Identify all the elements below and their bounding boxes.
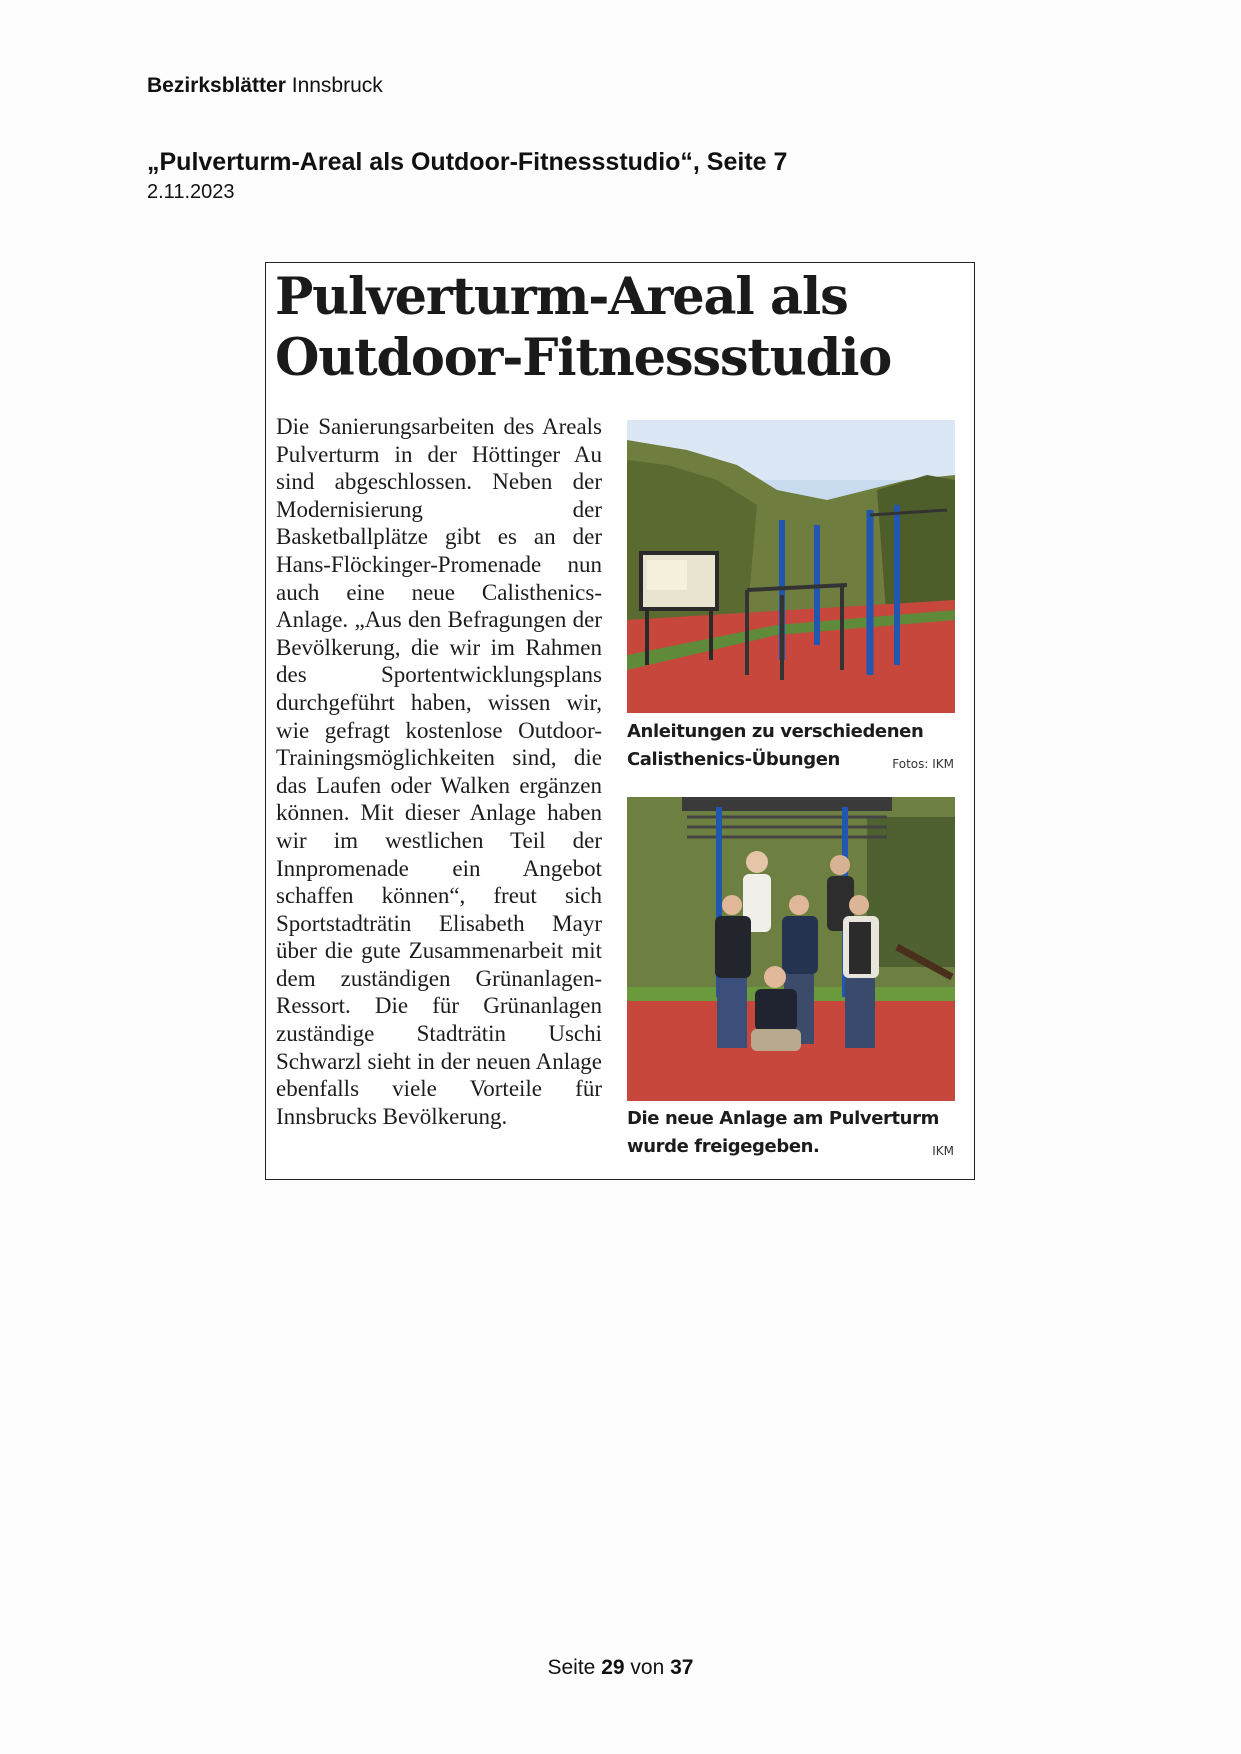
clipping-date: 2.11.2023 (147, 181, 235, 203)
headline-line-1: Pulverturm-Areal als (275, 267, 848, 327)
photo-2-caption (627, 1105, 955, 1161)
page-number (0, 1656, 1241, 1680)
publisher-name: Bezirksblätter (147, 74, 286, 97)
page-number-middle: von (630, 1656, 665, 1679)
calisthenics-bars-photo (627, 420, 955, 713)
article-body: Die Sanierungsarbeiten des Areals Pulverturm in der Höttinger Au sind abgeschlossen. Neben der Modernisierung der Basketballplätze gibt es an der Hans-Flöckinger-Promenade nun auch eine neue Calisthenics-Anlage. „Aus den Befragungen der Bevölkerung, die wir im Rahmen des Sportentwicklungsplans durchgeführt haben, wissen wir, wie gefragt kostenlose Outdoor-Trainingsmöglichkeiten sind, die das Laufen oder Walken ergänzen können. Mit dieser Anlage haben wir im westlichen Teil der Innpromenade ein Angebot schaffen können“, freut sich Sportstadträtin Elisabeth Mayr über die gute Zusammenarbeit mit dem zuständigen Grünanlagen-Ressort. Die für Grünanlagen zuständige Stadträtin Uschi Schwarzl sieht in der neuen Anlage ebenfalls viele Vorteile für Innsbrucks Bevölkerung. (276, 414, 602, 1129)
page-number-total: 37 (670, 1656, 694, 1679)
page-number-current: 29 (601, 1656, 625, 1679)
photo-1-caption-line-2: Calisthenics-Übungen (627, 749, 840, 770)
newspaper-clipping (265, 262, 975, 1180)
photo-1-credit: Fotos: IKM (892, 757, 954, 771)
photo-2-caption-line-1: Die neue Anlage am Pulverturm (627, 1108, 939, 1129)
clipping-title: „Pulverturm-Areal als Outdoor-Fitnessstudio“, Seite 7 (147, 148, 788, 176)
photo-1-caption-line-1: Anleitungen zu verschiedenen (627, 721, 924, 742)
article-headline (275, 267, 891, 389)
group-photo (627, 797, 955, 1101)
photo-2-caption-line-2: wurde freigegeben. (627, 1136, 820, 1157)
headline-line-2: Outdoor-Fitnessstudio (275, 328, 892, 388)
photo-2-credit: IKM (932, 1144, 954, 1158)
publisher-line (147, 74, 383, 98)
page-number-prefix: Seite (547, 1656, 596, 1679)
publisher-region: Innsbruck (291, 74, 383, 97)
